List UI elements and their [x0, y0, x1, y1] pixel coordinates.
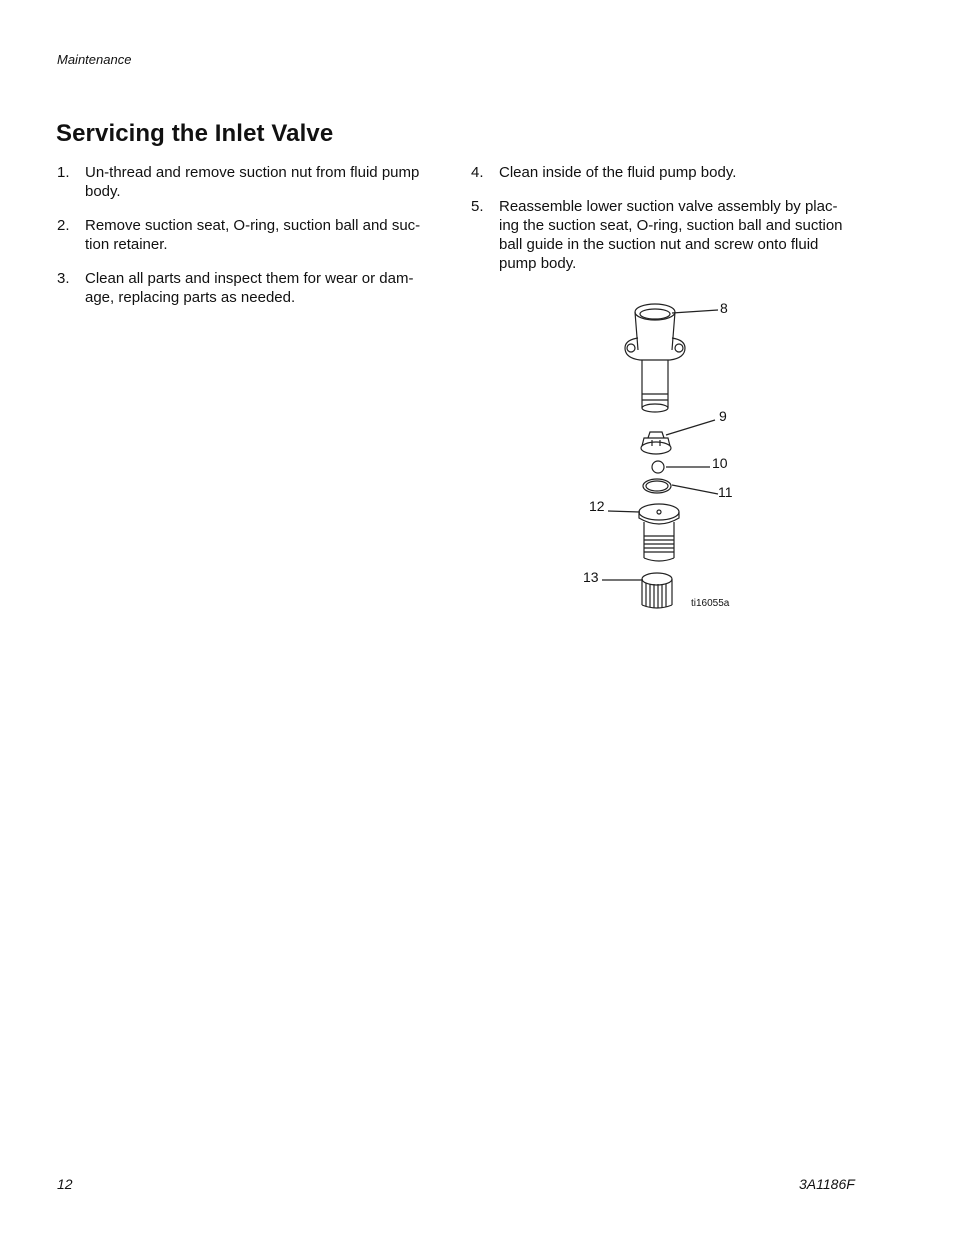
steps-list-left — [57, 163, 437, 322]
section-header: Maintenance — [57, 52, 132, 67]
step-item — [57, 163, 437, 201]
step-number: 2. — [57, 217, 70, 234]
suction-seat-part — [639, 504, 679, 561]
step-number: 4. — [471, 164, 484, 181]
step-text: Reassemble lower suction valve assembly by plac-ing the suction seat, O-ring, suction ball and suction ball guide in the suction nut and screw onto fluid pump body. — [499, 198, 843, 272]
callout-label: 13 — [583, 569, 599, 585]
step-number: 1. — [57, 164, 70, 181]
inlet-valve-exploded-diagram — [570, 290, 760, 620]
step-text: Clean all parts and inspect them for wear or dam-age, replacing parts as needed. — [85, 270, 414, 306]
step-text: Un-thread and remove suction nut from fluid pump body. — [85, 164, 420, 200]
leader-line-9 — [666, 420, 715, 435]
step-number: 3. — [57, 270, 70, 287]
leader-line-12 — [608, 511, 640, 512]
callout-label: 12 — [589, 498, 605, 514]
step-text: Remove suction seat, O-ring, suction ball and suc-tion retainer. — [85, 217, 421, 253]
step-item — [57, 269, 437, 307]
document-number: 3A1186F — [799, 1176, 855, 1192]
step-item — [471, 197, 856, 273]
step-text: Clean inside of the fluid pump body. — [499, 164, 737, 181]
page-title: Servicing the Inlet Valve — [56, 120, 334, 147]
pump-body-part — [625, 304, 685, 412]
step-item — [471, 163, 856, 182]
suction-nut-part — [642, 573, 672, 608]
suction-ball-part — [652, 461, 664, 473]
steps-list-right — [471, 163, 856, 288]
step-item — [57, 216, 437, 254]
callout-label: 10 — [712, 455, 728, 471]
o-ring-part — [643, 479, 671, 493]
callout-label: 8 — [720, 300, 728, 316]
callout-label: 11 — [718, 484, 733, 500]
page-number: 12 — [57, 1176, 73, 1192]
leader-line-11 — [672, 485, 718, 494]
figure-id: ti16055a — [691, 598, 730, 609]
step-number: 5. — [471, 198, 484, 215]
leader-line-8 — [672, 310, 718, 313]
callout-label: 9 — [719, 408, 727, 424]
